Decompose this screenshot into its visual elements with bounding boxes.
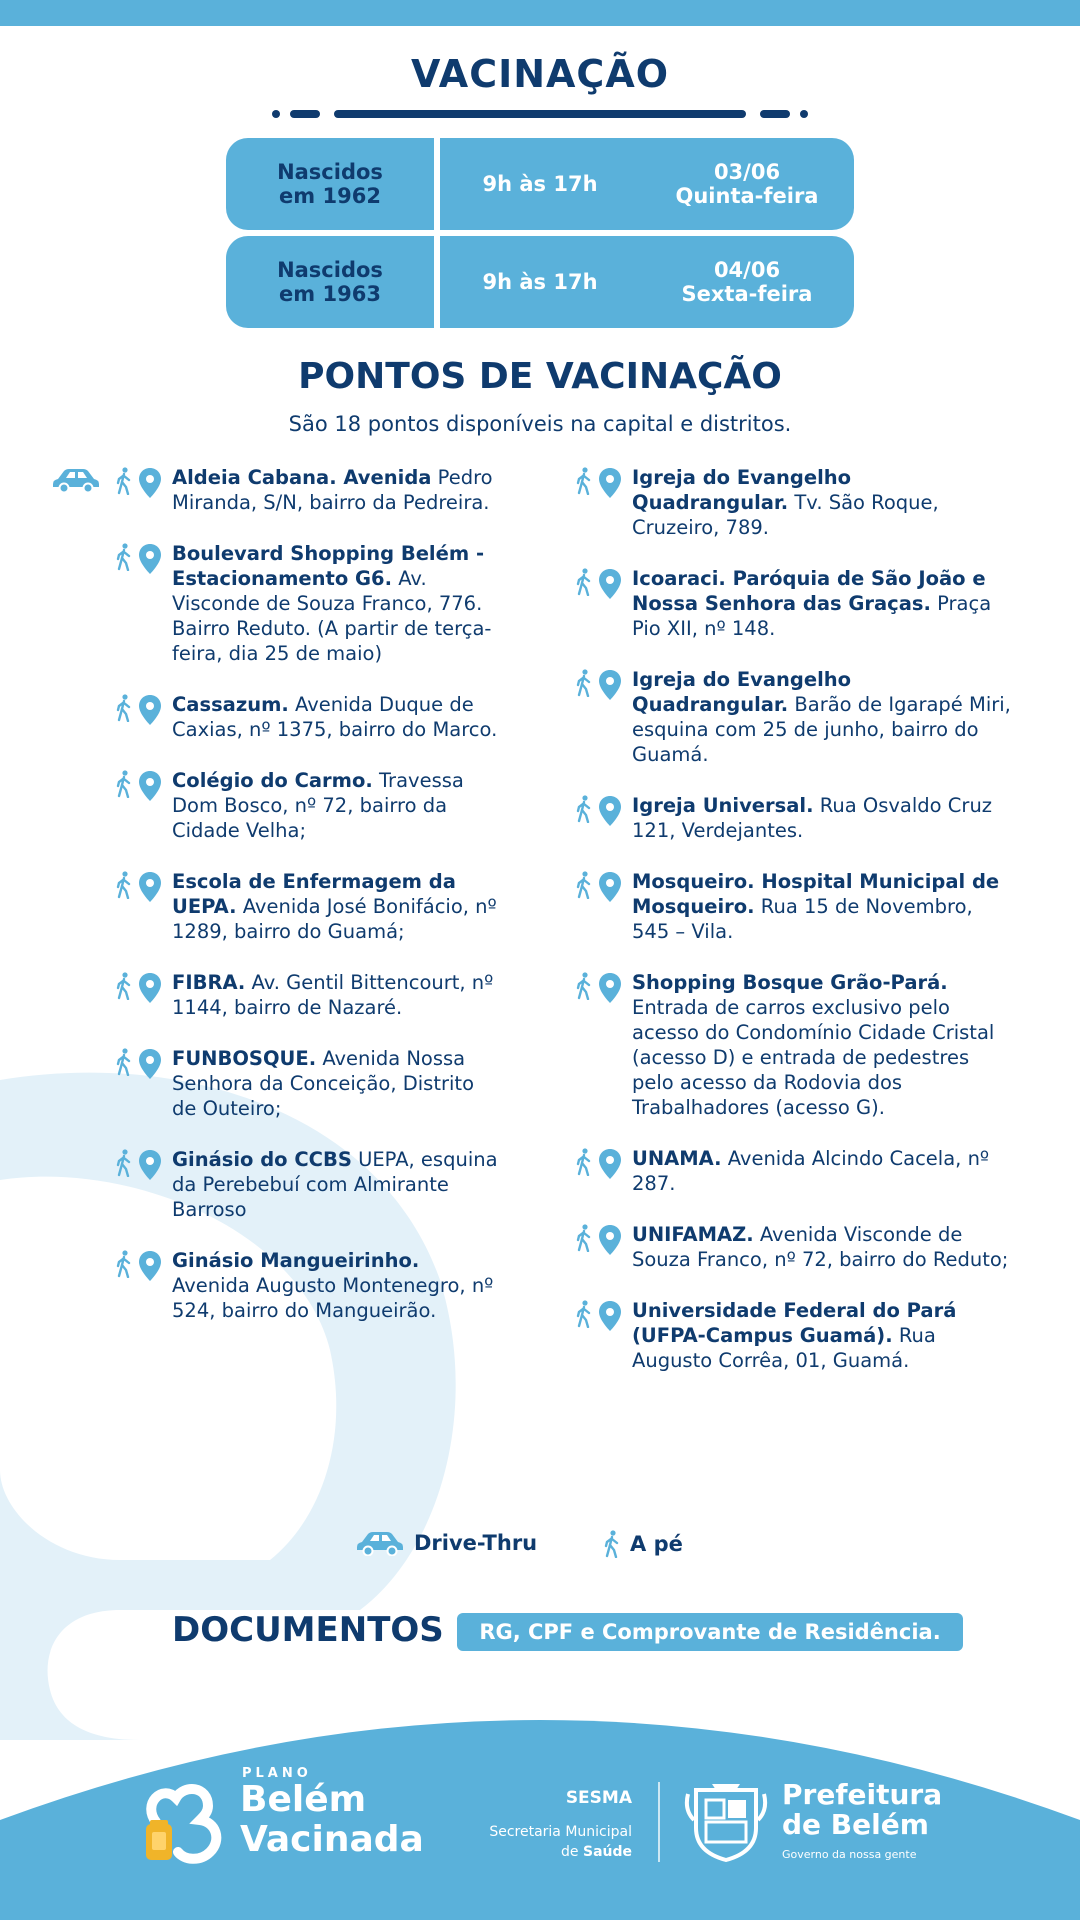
location-icons: [556, 1298, 632, 1373]
location-address: Avenida Alcindo Cacela, nº 287.: [632, 1147, 990, 1195]
sesma-abbr: SESMA: [565, 1788, 632, 1808]
schedule-date: [640, 138, 854, 230]
location-address: Avenida Duque de Caxias, nº 1375, bairro do Marco.: [172, 693, 498, 741]
location-icons: [50, 1046, 172, 1121]
location-item: [556, 1298, 1016, 1373]
schedule-row-1963: [226, 236, 854, 328]
location-text: [172, 869, 502, 944]
location-text: [172, 1046, 502, 1121]
location-address: Av. Gentil Bittencourt, nº 1144, bairro de Nazaré.: [172, 971, 494, 1019]
map-pin-icon: [138, 543, 162, 579]
sesma-description-line1: Secretaria Municipal: [489, 1824, 632, 1840]
walking-person-icon: [116, 871, 132, 903]
schedule-row-1962: [226, 138, 854, 230]
location-text: [632, 970, 1012, 1120]
location-address: Avenida Nossa Senhora da Conceição, Distrito de Outeiro;: [172, 1047, 475, 1120]
location-name: Escola de Enfermagem da UEPA.: [172, 870, 456, 918]
schedule-date-day: 04/06: [713, 258, 781, 282]
location-icons: [50, 541, 172, 666]
location-text: [172, 1147, 502, 1222]
map-pin-icon: [138, 467, 162, 503]
legend-walk-label: A pé: [630, 1532, 683, 1556]
schedule-date-day: 03/06: [713, 160, 781, 184]
walking-person-icon: [576, 795, 592, 827]
map-pin-icon: [598, 795, 622, 831]
walking-person-icon: [116, 543, 132, 575]
location-item: [50, 1046, 510, 1121]
locations-left-column: [50, 465, 510, 1349]
location-address: Barão de Igarapé Miri, esquina com 25 de junho, bairro do Guamá.: [632, 693, 1011, 766]
location-text: [632, 869, 1012, 944]
location-name: UNIFAMAZ.: [632, 1223, 754, 1246]
location-address: Avenida José Bonifácio, nº 1289, bairro do Guamá;: [172, 895, 497, 943]
location-item: [556, 566, 1016, 641]
location-item: [556, 869, 1016, 944]
location-name: FIBRA.: [172, 971, 246, 994]
location-name: Ginásio do CCBS: [172, 1148, 352, 1171]
location-name: Igreja do Evangelho Quadrangular.: [632, 668, 852, 716]
walking-person-icon: [116, 467, 132, 499]
documents-title: DOCUMENTOS: [172, 1610, 444, 1650]
documents-list: RG, CPF e Comprovante de Residência.: [457, 1613, 963, 1651]
points-title: PONTOS DE VACINAÇÃO: [298, 356, 782, 397]
location-item: [556, 465, 1016, 540]
location-name: Shopping Bosque Grão-Pará.: [632, 971, 948, 994]
location-name: Igreja Universal.: [632, 794, 814, 817]
belem-vacinada-logo: [146, 1766, 466, 1876]
walking-person-icon: [576, 1224, 592, 1256]
schedule-date-weekday: Sexta-feira: [681, 282, 813, 306]
location-text: [632, 1146, 1012, 1196]
legend-walk: [604, 1530, 683, 1558]
location-icons: [556, 465, 632, 540]
walking-person-icon: [116, 694, 132, 726]
location-text: [632, 566, 1012, 641]
location-icons: [556, 1146, 632, 1196]
location-icons: [556, 970, 632, 1120]
location-text: [172, 970, 502, 1020]
legend-drive-thru: [356, 1530, 537, 1556]
schedule-time: 9h às 17h: [482, 172, 598, 196]
map-pin-icon: [598, 1300, 622, 1336]
page-title: VACINAÇÃO: [410, 52, 670, 96]
location-text: [632, 465, 1012, 540]
location-item: [556, 1146, 1016, 1196]
location-icons: [556, 793, 632, 843]
belem-coat-of-arms-icon: [684, 1780, 768, 1862]
walking-person-icon: [576, 568, 592, 600]
location-name: FUNBOSQUE.: [172, 1047, 317, 1070]
map-pin-icon: [138, 694, 162, 730]
title-underline-decoration: [270, 106, 810, 122]
brand-plano: PLANO: [242, 1766, 312, 1781]
location-text: [632, 793, 1012, 843]
location-icons: [50, 970, 172, 1020]
location-address: Praça Pio XII, nº 148.: [632, 592, 992, 640]
sesma-description: [470, 1822, 632, 1862]
sesma-description-prefix: de: [561, 1844, 579, 1860]
walking-person-icon: [576, 871, 592, 903]
location-address: Avenida Augusto Montenegro, nº 524, bairro do Mangueirão.: [172, 1274, 494, 1322]
location-name: Igreja do Evangelho Quadrangular.: [632, 466, 852, 514]
location-text: [172, 465, 502, 515]
location-address: Rua Osvaldo Cruz 121, Verdejantes.: [632, 794, 993, 842]
location-item: [556, 793, 1016, 843]
sesma-description-bold: Saúde: [582, 1844, 632, 1860]
walking-person-icon: [576, 972, 592, 1004]
location-icons: [556, 667, 632, 767]
legend-drive-thru-label: Drive-Thru: [414, 1531, 538, 1555]
map-pin-icon: [138, 1048, 162, 1084]
prefeitura-logo: [782, 1780, 942, 1861]
location-item: [50, 1248, 510, 1323]
location-name: Icoaraci. Paróquia de São João e Nossa Senhora das Graças.: [632, 567, 986, 615]
top-bar: [0, 0, 1080, 26]
map-pin-icon: [598, 972, 622, 1008]
schedule-date-weekday: Quinta-feira: [675, 184, 819, 208]
location-icons: [50, 692, 172, 742]
location-icons: [50, 768, 172, 843]
map-pin-icon: [598, 568, 622, 604]
location-item: [50, 465, 510, 515]
map-pin-icon: [598, 871, 622, 907]
prefeitura-name: Prefeitura de Belém: [782, 1778, 943, 1841]
location-item: [556, 667, 1016, 767]
location-name: Mosqueiro. Hospital Municipal de Mosqueiro.: [632, 870, 1000, 918]
prefeitura-slogan: Governo da nossa gente: [782, 1848, 917, 1861]
vaccine-heart-icon: [146, 1782, 230, 1870]
map-pin-icon: [138, 1149, 162, 1185]
map-pin-icon: [598, 467, 622, 503]
location-icons: [556, 1222, 632, 1272]
location-icons: [50, 1147, 172, 1222]
location-text: [172, 692, 502, 742]
location-item: [50, 1147, 510, 1222]
map-pin-icon: [138, 871, 162, 907]
location-item: [556, 1222, 1016, 1272]
location-text: [632, 667, 1012, 767]
points-subtitle: São 18 pontos disponíveis na capital e distritos.: [288, 412, 792, 436]
location-address: Entrada de carros exclusivo pelo acesso do Condomínio Cidade Cristal (acesso D) e entrada de pedestres pelo acesso da Rodovia dos Trabalhadores (acesso G).: [632, 996, 995, 1119]
location-name: Cassazum.: [172, 693, 289, 716]
walking-person-icon: [576, 467, 592, 499]
walking-person-icon: [576, 1148, 592, 1180]
location-icons: [556, 869, 632, 944]
map-pin-icon: [598, 1148, 622, 1184]
map-pin-icon: [138, 1250, 162, 1286]
location-item: [50, 768, 510, 843]
legend: [356, 1530, 776, 1570]
schedule-group: Nascidos em 1963: [277, 258, 383, 306]
walking-person-icon: [116, 972, 132, 1004]
location-text: [172, 768, 502, 843]
location-text: [632, 1222, 1012, 1272]
walking-person-icon: [116, 1048, 132, 1080]
schedule-time: 9h às 17h: [482, 270, 598, 294]
footer-divider: [658, 1782, 660, 1862]
walking-person-icon: [116, 1250, 132, 1282]
location-name: Colégio do Carmo.: [172, 769, 373, 792]
schedule-date: [640, 236, 854, 328]
map-pin-icon: [138, 972, 162, 1008]
location-address: Avenida Visconde de Souza Franco, nº 72, bairro do Reduto;: [632, 1223, 1009, 1271]
location-address: UEPA, esquina da Perebebuí com Almirante Barroso: [172, 1148, 498, 1221]
locations-right-column: [556, 465, 1016, 1399]
walking-person-icon: [576, 669, 592, 701]
schedule-group: Nascidos em 1962: [277, 160, 383, 208]
map-pin-icon: [598, 1224, 622, 1260]
location-icons: [50, 869, 172, 944]
location-item: [556, 970, 1016, 1120]
sesma-block: [470, 1788, 632, 1862]
car-icon: [356, 1530, 404, 1556]
map-pin-icon: [138, 770, 162, 806]
location-address: Tv. São Roque, Cruzeiro, 789.: [632, 491, 939, 539]
location-icons: [556, 566, 632, 641]
location-icons: [50, 465, 172, 515]
location-text: [172, 541, 502, 666]
location-item: [50, 541, 510, 666]
walking-person-icon: [116, 770, 132, 802]
location-address: Rua Augusto Corrêa, 01, Guamá.: [632, 1324, 936, 1372]
walking-person-icon: [116, 1149, 132, 1181]
location-address: Rua 15 de Novembro, 545 – Vila.: [632, 895, 973, 943]
location-address: Av. Visconde de Souza Franco, 776. Bairro Reduto. (A partir de terça-feira, dia 25 de maio): [172, 567, 492, 665]
brand-name: Belém Vacinada: [240, 1779, 424, 1860]
location-item: [50, 869, 510, 944]
location-address: Pedro Miranda, S/N, bairro da Pedreira.: [172, 466, 493, 514]
location-name: Aldeia Cabana. Avenida: [172, 466, 432, 489]
location-name: UNAMA.: [632, 1147, 722, 1170]
car-icon: [52, 467, 100, 497]
location-text: [172, 1248, 502, 1323]
location-name: Ginásio Mangueirinho.: [172, 1249, 420, 1272]
location-item: [50, 970, 510, 1020]
location-name: Universidade Federal do Pará (UFPA-Campus Guamá).: [632, 1299, 957, 1347]
location-name: Boulevard Shopping Belém - Estacionamento G6.: [172, 542, 485, 590]
location-item: [50, 692, 510, 742]
location-text: [632, 1298, 1012, 1373]
map-pin-icon: [598, 669, 622, 705]
walking-person-icon: [604, 1530, 620, 1558]
location-address: Travessa Dom Bosco, nº 72, bairro da Cidade Velha;: [172, 769, 464, 842]
walking-person-icon: [576, 1300, 592, 1332]
location-icons: [50, 1248, 172, 1323]
